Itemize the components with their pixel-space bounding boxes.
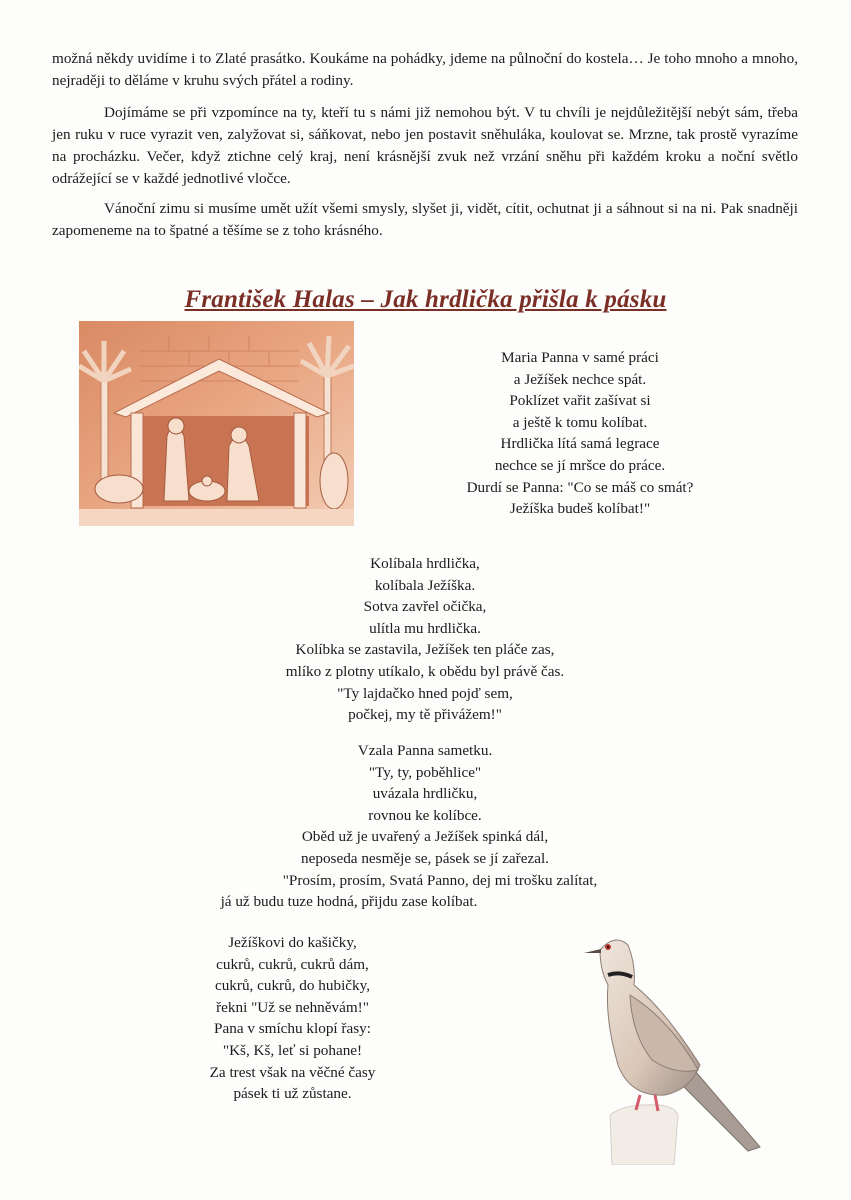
- poem-line: "Kš, Kš, leť si pohane!: [222, 1041, 363, 1059]
- poem-line: a ještě k tomu kolíbat.: [512, 413, 648, 431]
- poem-line: "Ty, ty, poběhlice": [368, 763, 482, 781]
- image-base: [79, 509, 354, 526]
- poem-line: Kolíbka se zastavila, Ježíšek ten pláče zas,: [295, 641, 555, 659]
- poem-stanza-1: [430, 347, 730, 520]
- poem-line: Durdí se Panna: "Co se máš co smát?: [466, 478, 694, 496]
- poem-line: Sotva zavřel očička,: [363, 598, 487, 616]
- poem-line: nechce se jí mršce do práce.: [494, 456, 666, 474]
- poem-line: "Prosím, prosím, Svatá Panno, dej mi trošku zalítat,: [282, 871, 598, 889]
- poem-line: řekni "Už se nehněvám!": [216, 998, 369, 1016]
- poem-line: ulítla mu hrdlička.: [369, 619, 481, 637]
- poem-line: Poklízet vařit zašívat si: [509, 392, 651, 410]
- poem-line: Hrdlička lítá samá legrace: [500, 435, 660, 453]
- poem-title: František Halas – Jak hrdlička přišla k pásku: [184, 286, 667, 313]
- poem-line: "Ty lajdačko hned pojď sem,: [337, 684, 513, 702]
- shepherd-figure: [320, 453, 348, 509]
- poem-line: Pana v smíchu klopí řasy:: [214, 1020, 371, 1038]
- poem-line: cukrů, cukrů, do hubičky,: [214, 977, 371, 995]
- perch-stump: [610, 1105, 678, 1165]
- poem-line: neposeda nesměje se, pásek se jí zařezal.: [301, 849, 549, 867]
- poem-stanza-4: [160, 932, 425, 1105]
- poem-line: Ježíška budeš kolíbat!": [509, 500, 651, 518]
- poem-line: Kolíbala hrdlička,: [370, 555, 480, 572]
- dove-tail: [682, 1065, 760, 1151]
- poem-line: a Ježíšek nechce spát.: [513, 370, 647, 388]
- pillar-right: [294, 413, 306, 508]
- turtle-dove-illustration: [570, 925, 770, 1165]
- poem-line: Ježíškovi do kašičky,: [228, 934, 357, 951]
- poem-line: Maria Panna v samé práci: [501, 349, 659, 366]
- nativity-scene-image: [79, 321, 354, 526]
- poem-stanza-2: [220, 553, 630, 726]
- ox-figure: [95, 475, 143, 503]
- poem-line: Oběd už je uvařený a Ježíšek spinká dál,: [301, 828, 549, 846]
- poem-line: rovnou ke kolíbce.: [368, 806, 482, 824]
- poem-line: Za trest však na věčné časy: [209, 1063, 376, 1081]
- poem-line: uvázala hrdličku,: [372, 785, 478, 803]
- joseph-head: [168, 418, 184, 434]
- poem-line: počkej, my tě přivážem!": [348, 706, 502, 724]
- dove-beak: [584, 949, 601, 953]
- poem-line: kolíbala Ježíška.: [374, 576, 476, 594]
- poem-line: mlíko z plotny utíkalo, k obědu byl právě čas.: [285, 662, 565, 680]
- intro-paragraph-2: Dojímáme se při vzpomínce na ty, kteří tu s námi již nemohou být. V tu chvíli je nejdůležitější nebýt sám, třeba jen ruku v ruce vyrazit ven, zalyžovat si, sáňkovat, nebo jen postavit sněhuláka, koulovat se. Mrzne, tak prostě vyrazíme na procházku. Večer, když ztichne celý kraj, není krásnější zvuk než vrzání sněhu při každém kroku a noční světlo odrážející se v každé jednotlivé vločce.: [52, 104, 798, 187]
- intro-paragraph-3: Vánoční zimu si musíme umět užít všemi smysly, slyšet ji, vidět, cítit, ochutnat ji a sáhnout si na ni. Pak snadněji zapomeneme na to špatné a těšíme se z toho krásného.: [52, 200, 798, 239]
- poem-line: cukrů, cukrů, cukrů dám,: [216, 955, 369, 973]
- poem-line: Vzala Panna sametku.: [357, 742, 493, 759]
- mary-head: [231, 427, 247, 443]
- intro-paragraph-1: možná někdy uvidíme i to Zlaté prasátko. Koukáme na pohádky, jdeme na půlnoční do kostela… Je toho mnoho a mnoho, nejraději to děláme v kruhu svých přátel a rodiny.: [52, 50, 798, 89]
- poem-stanza-3: [130, 740, 720, 913]
- baby-jesus: [202, 476, 212, 486]
- poem-line: pásek ti už zůstane.: [233, 1085, 352, 1103]
- poem-line: já už budu tuze hodná, přijdu zase kolíbat.: [220, 893, 478, 911]
